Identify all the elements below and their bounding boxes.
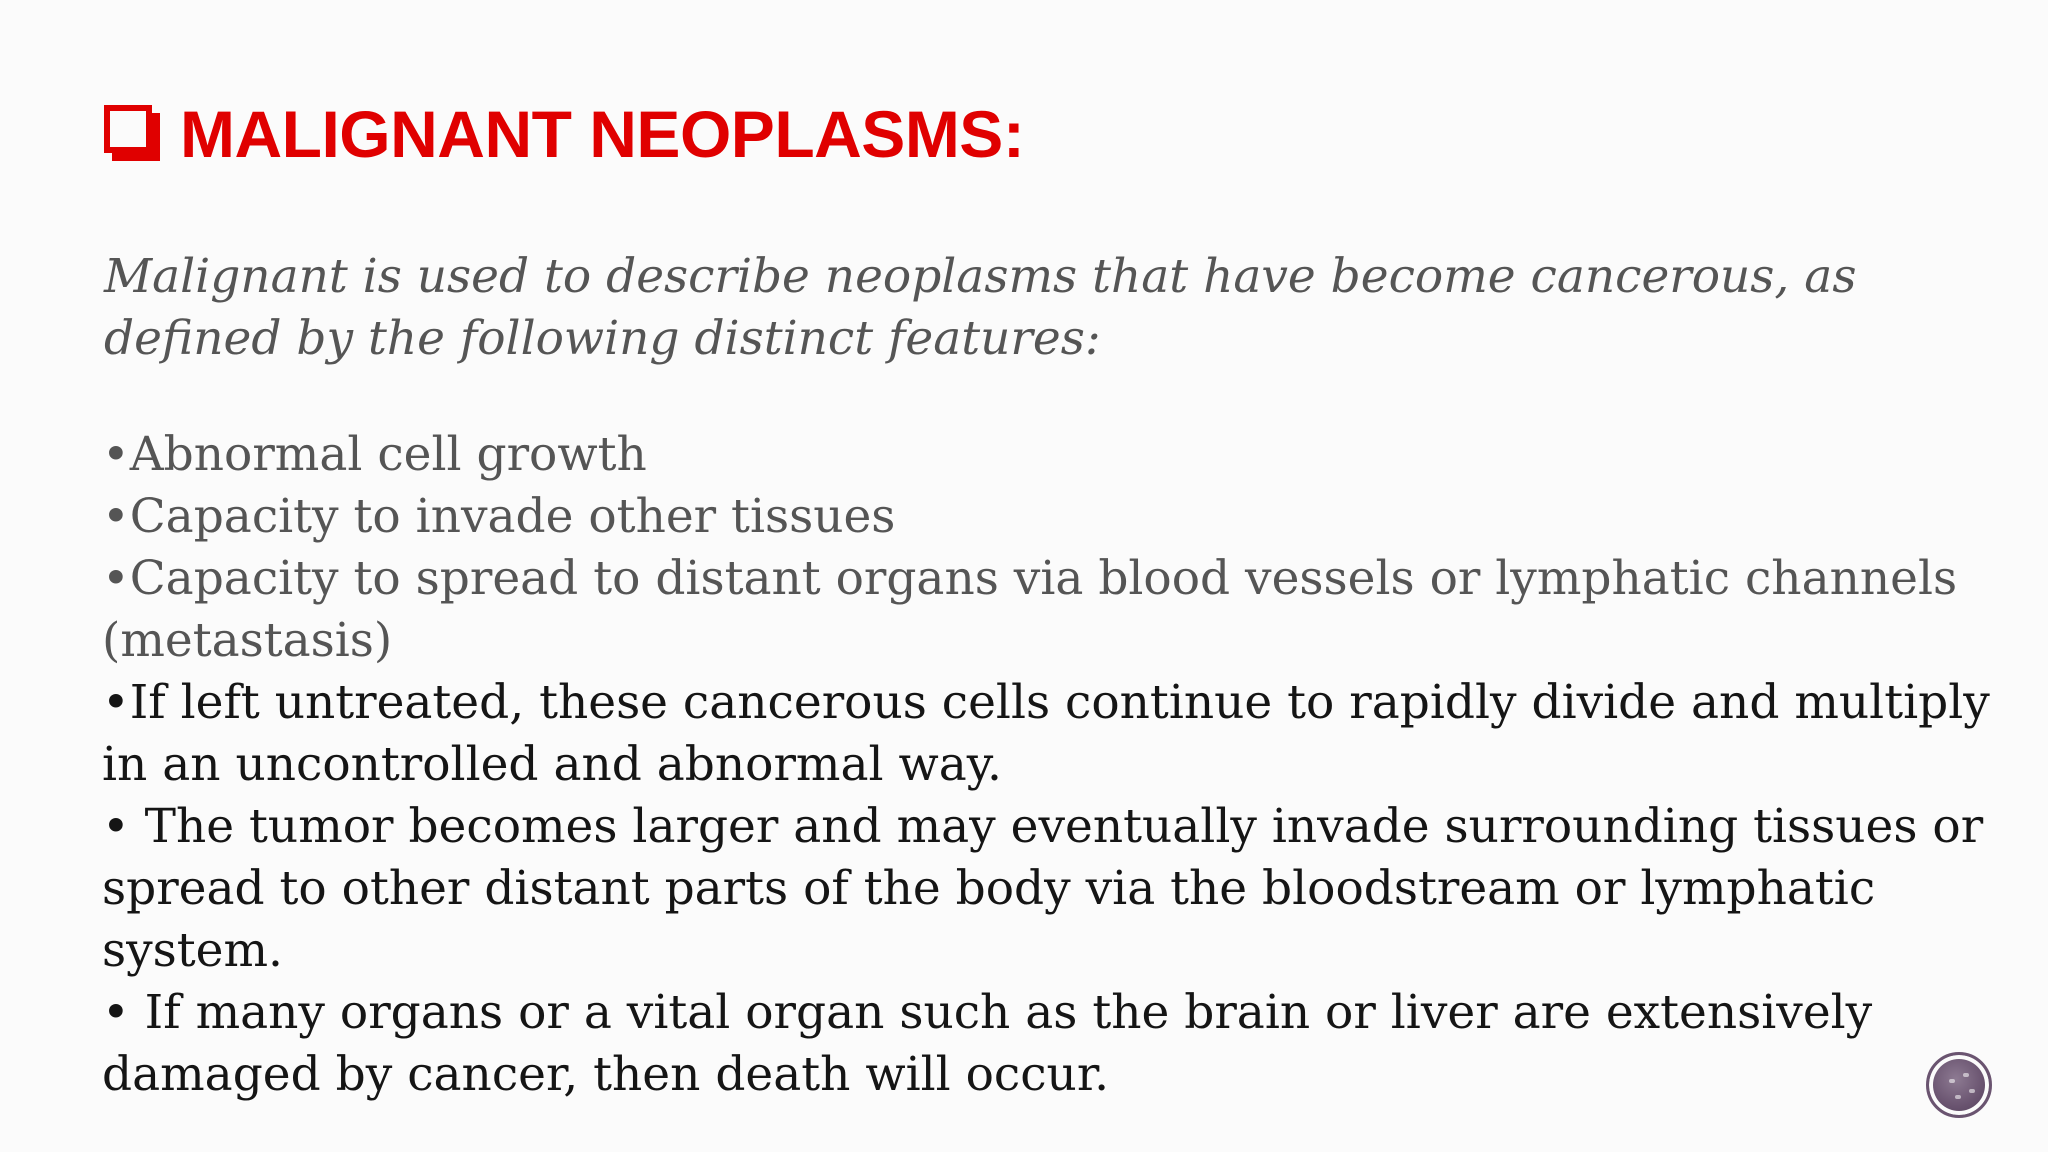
bullet-item: •Capacity to invade other tissues	[102, 489, 896, 544]
bullet-item: • The tumor becomes larger and may eventually invade surrounding tissues or spread to other distant parts of the body via the bloodstream or lymphatic system.	[102, 799, 1984, 978]
bullet-item: •Abnormal cell growth	[102, 427, 647, 482]
bullet-item: • If many organs or a vital organ such as the brain or liver are extensively damaged by cancer, then death will occur.	[102, 985, 1873, 1102]
slide-title: MALIGNANT NEOPLASMS:	[180, 97, 1025, 171]
bullet-item: •If left untreated, these cancerous cells continue to rapidly divide and multiply in an uncontrolled and abnormal way.	[102, 675, 1990, 792]
bullet-list	[102, 424, 2002, 1106]
title-row	[104, 92, 1024, 176]
bullet-item: •Capacity to spread to distant organs via blood vessels or lymphatic channels (metastasis)	[102, 551, 1958, 668]
checkbox-square-icon	[104, 105, 164, 163]
slide-nav-circle-icon[interactable]	[1926, 1052, 1992, 1118]
intro-text: Malignant is used to describe neoplasms that have become cancerous, as defined by the following distinct features:	[104, 249, 1857, 366]
